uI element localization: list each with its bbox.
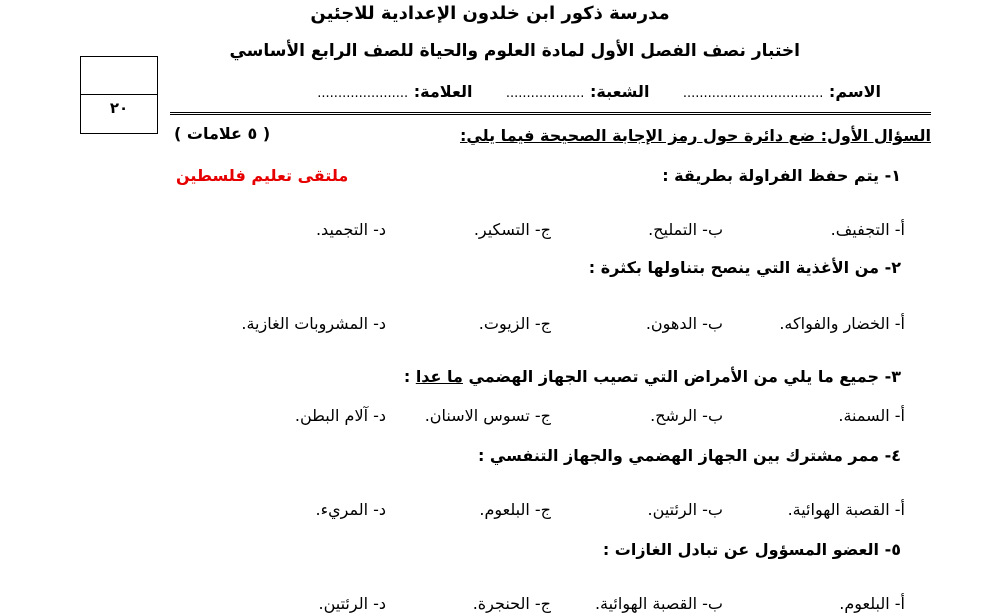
question-1-option-d: د- التجميد.	[315, 220, 386, 239]
question-5-option-a: أ- البلعوم.	[839, 594, 905, 613]
question1-marks: ( ٥ علامات )	[174, 124, 271, 143]
question-3-option-d: د- آلام البطن.	[294, 406, 386, 425]
header-separator	[170, 112, 931, 115]
question-5-text: ٥- العضو المسؤول عن تبادل الغازات :	[602, 540, 901, 559]
name-label: الاسم:	[828, 82, 881, 101]
question-4-option-c: ج- البلعوم.	[479, 500, 551, 519]
promo-text: ملتقى تعليم فلسطين	[176, 166, 349, 185]
question-3-except: ما عدا	[415, 367, 463, 386]
question-1-option-b: ب- التمليح.	[648, 220, 723, 239]
score-box	[80, 56, 158, 134]
name-dots: ..................................	[682, 86, 824, 101]
question-4-option-b: ب- الرئتين.	[647, 500, 723, 519]
question-3-option-a: أ- السمنة.	[838, 406, 905, 425]
question-4-text: ٤- ممر مشترك بين الجهاز الهضمي والجهاز التنفسي :	[477, 446, 901, 465]
question-1-option-c: ج- التسكير.	[473, 220, 551, 239]
exam-title: اختبار نصف الفصل الأول لمادة العلوم والحياة للصف الرابع الأساسي	[229, 41, 800, 61]
question-3-option-c: ج- تسوس الاسنان.	[424, 406, 551, 425]
question-4-option-d: د- المريء.	[315, 500, 386, 519]
total-score: ٢٠	[109, 99, 129, 117]
question-2-text: ٢- من الأغذية التي ينصح بتناولها بكثرة :	[588, 258, 901, 277]
question-2-option-d: د- المشروبات الغازية.	[241, 314, 386, 333]
question-4-option-a: أ- القصبة الهوائية.	[787, 500, 905, 519]
section-label: الشعبة:	[589, 82, 650, 101]
question1-heading: السؤال الأول: ضع دائرة حول رمز الإجابة الصحيحة فيما يلي:	[459, 126, 931, 145]
score-box-divider	[81, 94, 157, 95]
question-3-text	[404, 367, 901, 386]
question-3-option-b: ب- الرشح.	[650, 406, 723, 425]
question-5-option-d: د- الرئتين.	[318, 594, 386, 613]
student-info-line	[317, 82, 881, 101]
question-5-option-c: ج- الحنجرة.	[472, 594, 551, 613]
question-2-option-c: ج- الزيوت.	[478, 314, 551, 333]
question-1-option-a: أ- التجفيف.	[830, 220, 905, 239]
question-3-colon: :	[403, 367, 411, 386]
grade-dots: ......................	[317, 86, 409, 101]
grade-label: العلامة:	[413, 82, 473, 101]
question-2-option-a: أ- الخضار والفواكه.	[779, 314, 905, 333]
question-5-option-b: ب- القصبة الهوائية.	[594, 594, 723, 613]
question-2-option-b: ب- الدهون.	[645, 314, 723, 333]
school-name: مدرسة ذكور ابن خلدون الإعدادية للاجئين	[310, 3, 670, 24]
question-1-text: ١- يتم حفظ الفراولة بطريقة :	[662, 166, 901, 185]
section-dots: ...................	[505, 86, 585, 101]
question-3-text-main: ٣- جميع ما يلي من الأمراض التي تصيب الجهاز الهضمي	[468, 367, 901, 386]
